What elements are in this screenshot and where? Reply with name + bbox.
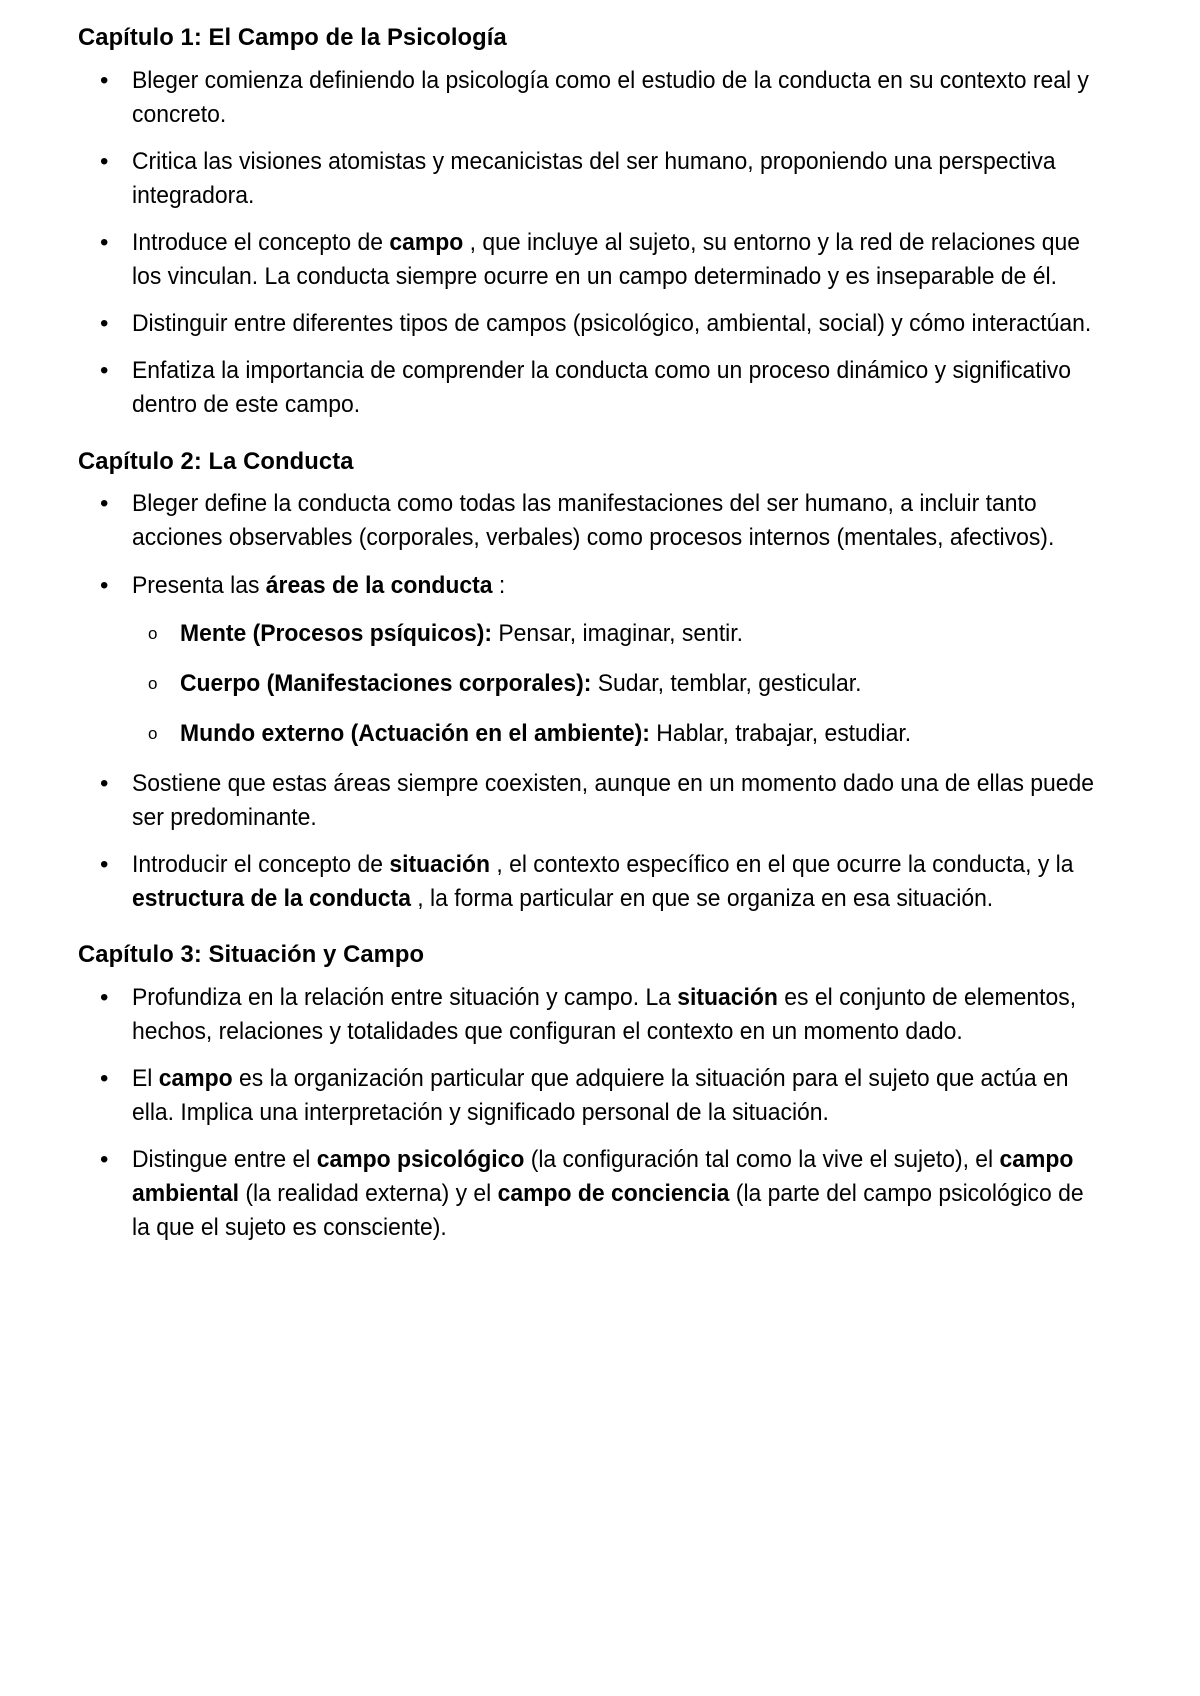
- bullet-glyph: •: [100, 490, 109, 518]
- sub-item-detail: Sudar, temblar, gesticular.: [591, 669, 862, 697]
- text-run: El: [132, 1065, 159, 1093]
- bullet-glyph: •: [100, 148, 109, 175]
- document-body: [78, 22, 1096, 1246]
- areas-sub-list: [132, 617, 1096, 751]
- emphasis-situacion: situación: [677, 984, 778, 1012]
- text-run: Introducir el concepto de: [132, 851, 390, 879]
- text-run: Profundiza en la relación entre situación y campo. La: [132, 984, 678, 1012]
- emphasis-campo-psicologico: campo psicológico: [316, 1146, 525, 1174]
- text-run: :: [492, 571, 506, 599]
- text-run: , que incluye al sujeto, su entorno y la red de relaciones que los vinculan. La conducta siempre ocurre en un campo determinado y es inseparable de él.: [132, 229, 1080, 291]
- sub-item-detail: Pensar, imaginar, sentir.: [492, 619, 744, 647]
- sub-item-term: Cuerpo (Manifestaciones corporales):: [180, 669, 592, 697]
- list-item: [78, 1143, 1096, 1245]
- sub-item-detail: Hablar, trabajar, estudiar.: [649, 719, 912, 747]
- list-item-text: [132, 569, 1096, 603]
- list-item-text: Critica las visiones atomistas y mecanicistas del ser humano, proponiendo una perspectiva integradora.: [132, 148, 1056, 210]
- sub-list-item: [132, 667, 1096, 701]
- bullet-glyph: •: [100, 310, 109, 338]
- sub-bullet-glyph: o: [148, 673, 158, 693]
- list-item: [78, 307, 1096, 341]
- sub-item-term: Mente (Procesos psíquicos):: [180, 619, 493, 647]
- emphasis-estructura-de-la-conducta: estructura de la conducta: [132, 885, 411, 913]
- text-run: , la forma particular en que se organiza en esa situación.: [410, 885, 994, 913]
- chapter-2-bullet-list: [78, 487, 1096, 916]
- chapter-2-heading: Capítulo 2: La Conducta: [78, 447, 354, 475]
- list-item: [78, 848, 1096, 916]
- text-run: (la configuración tal como la vive el sujeto), el: [524, 1146, 1000, 1174]
- bullet-glyph: •: [100, 229, 109, 257]
- list-item-text: Sostiene que estas áreas siempre coexisten, aunque en un momento dado una de ellas puede ser predominante.: [132, 769, 1095, 831]
- text-run: es la organización particular que adquiere la situación para el sujeto que actúa en ella. Implica una interpretación y significado personal de la situación.: [132, 1065, 1069, 1127]
- list-item: [78, 354, 1096, 422]
- chapter-3-heading: Capítulo 3: Situación y Campo: [78, 941, 425, 969]
- bullet-glyph: •: [100, 66, 109, 94]
- chapter-3-bullet-list: [78, 981, 1096, 1246]
- list-item-text: [132, 981, 1096, 1049]
- list-item-text: [132, 1143, 1096, 1245]
- sub-bullet-glyph: o: [148, 623, 158, 643]
- list-item: [78, 767, 1096, 835]
- text-run: es el conjunto de elementos, hechos, relaciones y totalidades que configuran el contexto en un momento dado.: [132, 984, 1077, 1046]
- bullet-glyph: •: [100, 1065, 109, 1093]
- emphasis-campo-de-conciencia: campo de conciencia: [497, 1180, 730, 1208]
- list-item-text: [132, 226, 1096, 294]
- bullet-glyph: •: [100, 851, 109, 879]
- list-item-text: Enfatiza la importancia de comprender la conducta como un proceso dinámico y significativo dentro de este campo.: [132, 357, 1071, 419]
- emphasis-campo-ambiental: campo ambiental: [132, 1146, 1074, 1208]
- list-item: [78, 1062, 1096, 1130]
- sub-list-item: [132, 717, 1096, 751]
- list-item: [78, 981, 1096, 1049]
- emphasis-campo: campo: [158, 1065, 233, 1093]
- list-item-text: Bleger define la conducta como todas las manifestaciones del ser humano, a incluir tanto acciones observables (corporales, verbales) como procesos internos (mentales, afectivos).: [132, 490, 1055, 552]
- list-item: [78, 226, 1096, 294]
- text-run: Introduce el concepto de: [132, 229, 390, 257]
- bullet-glyph: •: [100, 984, 109, 1012]
- list-item-text: [132, 848, 1096, 916]
- sub-item-term: Mundo externo (Actuación en el ambiente):: [180, 719, 650, 747]
- emphasis-areas-de-la-conducta: áreas de la conducta: [265, 571, 493, 599]
- list-item: [78, 64, 1096, 132]
- sub-list-item: [132, 617, 1096, 651]
- text-run: (la parte del campo psicológico de la que el sujeto es consciente).: [132, 1180, 1084, 1242]
- list-item-text: [132, 1062, 1096, 1130]
- list-item: [78, 145, 1096, 213]
- emphasis-situacion: situación: [389, 851, 490, 879]
- list-item-text: Bleger comienza definiendo la psicología como el estudio de la conducta en su contexto real y concreto.: [132, 66, 1089, 128]
- list-item-text: Distinguir entre diferentes tipos de campos (psicológico, ambiental, social) y cómo interactúan.: [132, 310, 1092, 338]
- sub-list-item-text: [180, 667, 1096, 701]
- bullet-glyph: •: [100, 357, 109, 385]
- list-item: [78, 569, 1096, 751]
- chapter-1-heading: Capítulo 1: El Campo de la Psicología: [78, 24, 507, 51]
- text-run: Presenta las: [132, 571, 266, 599]
- text-run: Distingue entre el: [132, 1146, 317, 1174]
- list-item: [78, 487, 1096, 555]
- sub-list-item-text: [180, 617, 1096, 651]
- text-run: (la realidad externa) y el: [238, 1180, 498, 1208]
- sub-bullet-glyph: o: [148, 723, 158, 743]
- bullet-glyph: •: [100, 769, 109, 797]
- bullet-glyph: •: [100, 571, 109, 599]
- sub-list-item-text: [180, 717, 1096, 751]
- text-run: , el contexto específico en el que ocurre la conducta, y la: [489, 851, 1074, 879]
- emphasis-campo: campo: [389, 229, 464, 257]
- chapter-1-bullet-list: [78, 64, 1096, 423]
- bullet-glyph: •: [100, 1146, 109, 1174]
